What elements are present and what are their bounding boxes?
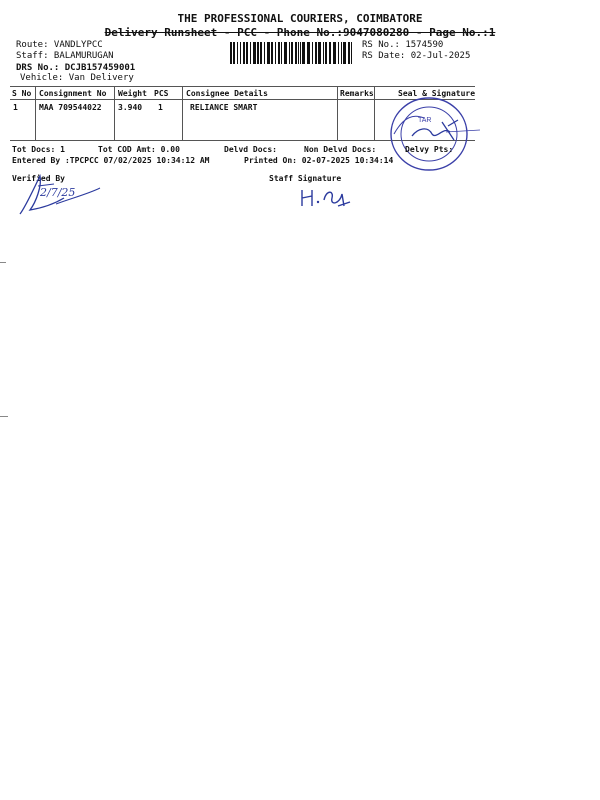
vehicle-text: Vehicle: Van Delivery [20, 73, 134, 83]
col-header-pcs: PCS [154, 89, 169, 98]
col-header-consignment: Consignment No [39, 89, 107, 98]
col-header-remarks: Remarks [340, 89, 374, 98]
col-header-weight: Weight [118, 89, 147, 98]
entered-by: Entered By :TPCPCC 07/02/2025 10:34:12 AM [12, 156, 210, 165]
col-header-sno: S No [12, 89, 32, 98]
runsheet-title: Delivery Runsheet - PCC - Phone No.:9047080280 - Page No.:1 [104, 26, 496, 39]
company-title: THE PROFESSIONAL COURIERS, COIMBATORE [177, 12, 423, 25]
cell-consignee: RELIANCE SMART [190, 103, 258, 112]
cell-weight: 3.940 [118, 103, 143, 112]
rs-number: RS No.: 1574590 [362, 40, 444, 50]
svg-text:2/7/25: 2/7/25 [40, 186, 76, 199]
verified-by-label: Verified By [12, 174, 65, 183]
tot-cod-amt: Tot COD Amt: 0.00 [98, 145, 180, 154]
tot-docs: Tot Docs: 1 [12, 145, 65, 154]
rs-date: RS Date: 02-Jul-2025 [362, 51, 471, 61]
delvy-pts: Delvy Pts: [405, 145, 454, 154]
verified-signature [14, 168, 104, 220]
staff-text: Staff: BALAMURUGAN [16, 51, 114, 61]
staff-signature-label: Staff Signature [269, 174, 342, 183]
svg-text:TAR: TAR [418, 117, 432, 124]
cell-pcs: 1 [158, 103, 163, 112]
scan-mark [0, 416, 8, 417]
cell-sno: 1 [13, 103, 18, 112]
scan-mark [0, 262, 6, 263]
staff-signature [294, 184, 354, 210]
delvd-docs: Delvd Docs: [224, 145, 277, 154]
col-header-seal: Seal & Signature [398, 89, 476, 98]
drs-number: DRS No.: DCJB157459001 [16, 63, 136, 73]
barcode [230, 42, 354, 64]
route-text: Route: VANDLYPCC [16, 40, 103, 50]
cell-consignment: MAA 709544022 [39, 103, 102, 112]
non-delvd-docs: Non Delvd Docs: [304, 145, 377, 154]
col-header-consignee: Consignee Details [186, 89, 268, 98]
seal-stamp [384, 96, 484, 176]
table-top-rule [10, 86, 475, 87]
printed-on: Printed On: 02-07-2025 10:34:14 [244, 156, 394, 165]
